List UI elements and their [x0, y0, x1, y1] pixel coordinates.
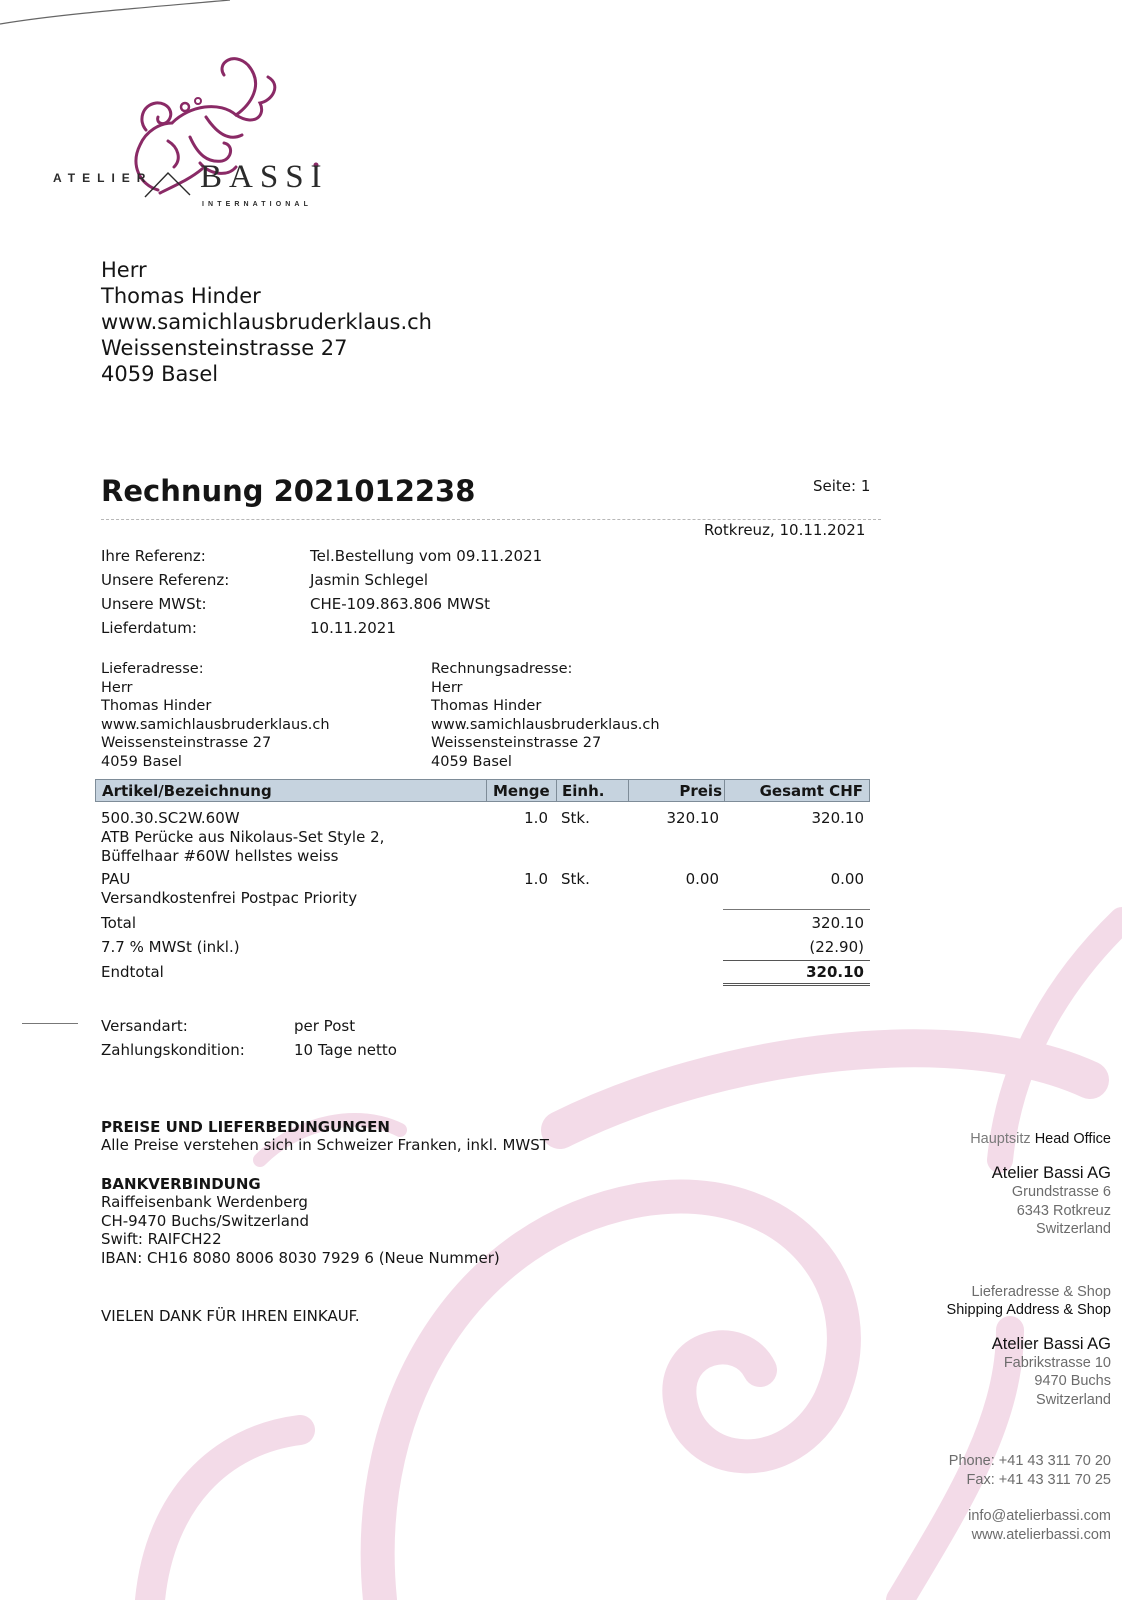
- vat-value: (22.90): [809, 938, 864, 956]
- billing-address-line: Thomas Hinder: [431, 698, 542, 714]
- items-table: [95, 779, 870, 987]
- header-item: Artikel/Bezeichnung: [102, 782, 272, 800]
- table-header: [95, 779, 870, 802]
- head-office-label-dark: Head Office: [1034, 1131, 1111, 1147]
- fax: Fax: +41 43 311 70 25: [966, 1471, 1111, 1488]
- bank-line: Raiffeisenbank Werdenberg: [101, 1193, 308, 1211]
- conditions-text: Alle Preise verstehen sich in Schweizer Franken, inkl. MWST: [101, 1136, 549, 1154]
- delivery-address-line: Herr: [101, 679, 133, 696]
- grand-total-label: Endtotal: [101, 963, 164, 981]
- meta-labels: [101, 544, 229, 640]
- delivery-address: [101, 660, 330, 771]
- payment-terms-label: Zahlungskondition:: [101, 1041, 245, 1059]
- meta-label: Unsere Referenz:: [101, 571, 230, 589]
- billing-address-line: Herr: [431, 679, 463, 696]
- billing-address-line: www.samichlausbruderklaus.ch: [431, 716, 660, 733]
- payment-terms-value: 10 Tage netto: [294, 1041, 397, 1059]
- meta-values: [310, 544, 542, 640]
- item-unit: Stk.: [561, 870, 590, 888]
- header-qty: Menge: [493, 782, 550, 800]
- total-label: Total: [101, 914, 137, 932]
- shop-block: [947, 1283, 1111, 1409]
- shop-line: Switzerland: [1036, 1391, 1111, 1408]
- recipient-website: www.samichlausbruderklaus.ch: [101, 310, 432, 334]
- recipient-salutation: Herr: [101, 258, 147, 282]
- item-qty: 1.0: [524, 870, 548, 888]
- scan-margin-mark: [22, 1023, 78, 1024]
- delivery-address-heading: Lieferadresse:: [101, 661, 204, 677]
- recipient-city: 4059 Basel: [101, 362, 219, 386]
- grand-total-row: [95, 959, 870, 987]
- logo-international-text: INTERNATIONAL: [202, 201, 312, 208]
- meta-value: 10.11.2021: [310, 619, 396, 637]
- meta-value: CHE-109.863.806 MWSt: [310, 595, 491, 613]
- item-unit: Stk.: [561, 809, 590, 827]
- shipping-values: [294, 1014, 397, 1062]
- column-separator: [556, 780, 557, 801]
- scan-edge-line: [0, 0, 240, 30]
- head-office-company: Atelier Bassi AG: [991, 1164, 1111, 1182]
- recipient-name: Thomas Hinder: [101, 284, 261, 308]
- item-price: 320.10: [666, 809, 719, 827]
- shipping-labels: [101, 1014, 245, 1062]
- head-office-line: Grundstrasse 6: [1011, 1184, 1111, 1200]
- shipping-method-label: Versandart:: [101, 1017, 188, 1035]
- table-row: [95, 864, 870, 908]
- shop-line: 9470 Buchs: [1034, 1373, 1111, 1389]
- item-code: 500.30.SC2W.60W: [101, 809, 240, 827]
- table-row: [95, 802, 870, 864]
- vat-row: [95, 935, 870, 959]
- bank-line: IBAN: CH16 8080 8006 8030 7929 6 (Neue Nummer): [101, 1248, 500, 1267]
- shop-label-light: Lieferadresse & Shop: [971, 1284, 1111, 1300]
- shop-company: Atelier Bassi AG: [991, 1334, 1111, 1353]
- item-price: 0.00: [685, 870, 719, 888]
- header-unit: Einh.: [562, 782, 605, 800]
- logo-atelier-text: ATELIER: [53, 171, 153, 185]
- shop-label-dark: Shipping Address & Shop: [946, 1301, 1111, 1318]
- item-qty: 1.0: [524, 809, 548, 827]
- head-office-line: 6343 Rotkreuz: [1016, 1202, 1111, 1219]
- page-indicator: Seite: 1: [813, 477, 871, 495]
- column-separator: [724, 780, 725, 801]
- total-value: 320.10: [811, 914, 864, 932]
- delivery-address-line: Thomas Hinder: [101, 698, 212, 714]
- shipping-method-value: per Post: [294, 1017, 356, 1035]
- billing-address-line: Weissensteinstrasse 27: [431, 735, 602, 751]
- bank-line: CH-9470 Buchs/Switzerland: [101, 1211, 310, 1230]
- website-link[interactable]: www.atelierbassi.com: [971, 1526, 1111, 1543]
- meta-label: Ihre Referenz:: [101, 547, 206, 565]
- item-total: 0.00: [830, 870, 864, 888]
- billing-address-heading: Rechnungsadresse:: [431, 661, 573, 677]
- header-price: Preis: [679, 782, 722, 800]
- billing-address-line: 4059 Basel: [431, 753, 512, 770]
- head-office-block: [970, 1131, 1111, 1239]
- item-description: Büffelhaar #60W hellstes weiss: [101, 847, 339, 865]
- head-office-label: [970, 1131, 1111, 1147]
- grand-total-value: 320.10: [806, 963, 864, 981]
- bank-section: [101, 1175, 500, 1267]
- bank-line: Swift: RAIFCH22: [101, 1230, 222, 1248]
- contact-block: [949, 1452, 1111, 1544]
- item-code: PAU: [101, 870, 131, 888]
- phone: Phone: +41 43 311 70 20: [948, 1453, 1111, 1469]
- head-office-line: Switzerland: [1036, 1221, 1111, 1237]
- billing-address: [431, 660, 660, 771]
- company-logo: [50, 45, 340, 220]
- column-separator: [628, 780, 629, 801]
- head-office-label-light: Hauptsitz: [970, 1131, 1031, 1147]
- invoice-title: Rechnung 2021012238: [101, 474, 476, 508]
- item-description: Versandkostenfrei Postpac Priority: [101, 889, 358, 907]
- recipient-street: Weissensteinstrasse 27: [101, 336, 348, 360]
- column-separator: [486, 780, 487, 801]
- shop-line: Fabrikstrasse 10: [1003, 1354, 1111, 1371]
- email-link[interactable]: info@atelierbassi.com: [968, 1508, 1111, 1524]
- header-divider: [101, 519, 881, 520]
- recipient-address: [101, 257, 432, 387]
- grand-total-top-line: [723, 960, 870, 961]
- bank-heading: BANKVERBINDUNG: [101, 1175, 261, 1193]
- meta-value: Tel.Bestellung vom 09.11.2021: [310, 547, 543, 565]
- item-description: ATB Perücke aus Nikolaus-Set Style 2,: [101, 828, 385, 846]
- total-row: [95, 908, 870, 935]
- meta-label: Unsere MWSt:: [101, 595, 207, 613]
- delivery-address-line: www.samichlausbruderklaus.ch: [101, 716, 330, 733]
- meta-value: Jasmin Schlegel: [310, 571, 429, 589]
- meta-label: Lieferdatum:: [101, 619, 197, 637]
- delivery-address-line: Weissensteinstrasse 27: [101, 735, 272, 751]
- grand-total-double-underline: [723, 983, 870, 986]
- logo-bassi-text: BASSI: [200, 159, 329, 195]
- delivery-address-line: 4059 Basel: [101, 753, 182, 770]
- item-total: 320.10: [811, 809, 864, 827]
- conditions-heading: PREISE UND LIEFERBEDINGUNGEN: [101, 1118, 390, 1136]
- header-total: Gesamt CHF: [759, 782, 863, 800]
- total-divider: [723, 909, 870, 910]
- conditions-section: [101, 1118, 549, 1155]
- thank-you-note: VIELEN DANK FÜR IHREN EINKAUF.: [101, 1307, 360, 1325]
- vat-label: 7.7 % MWSt (inkl.): [101, 938, 240, 956]
- place-date: Rotkreuz, 10.11.2021: [704, 521, 866, 539]
